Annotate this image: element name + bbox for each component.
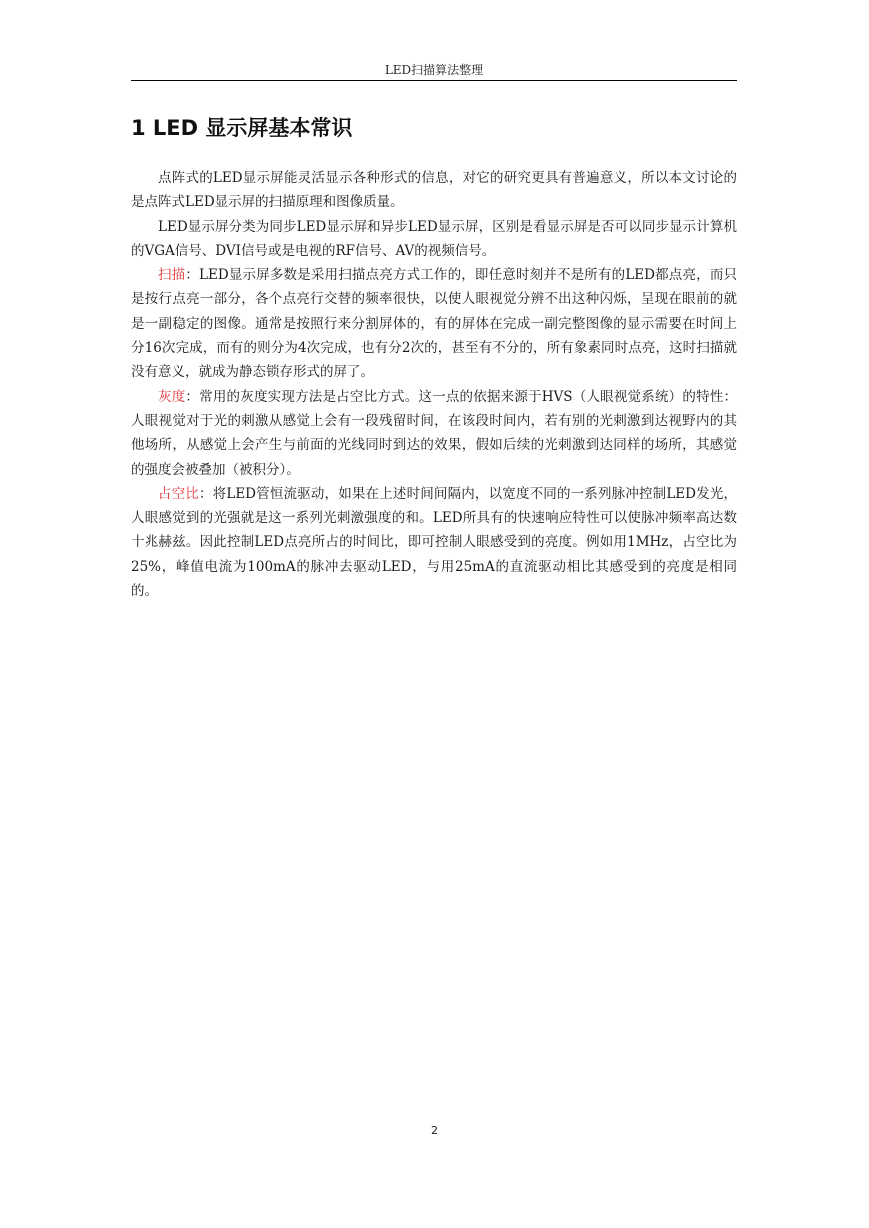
term-duty-cycle: 占空比 xyxy=(158,485,200,502)
running-header: LED扫描算法整理 xyxy=(384,63,484,77)
paragraph-duty-cycle-text: ：将LED管恒流驱动，如果在上述时间间隔内，以宽度不同的一系列脉冲控制LED发光，人眼感觉到的光强就是这一系列光刺激强度的和。LED所具有的快速响应特性可以使脉冲频率高达数十兆赫兹。因此控制LED点亮所占的时间比，即可控制人眼感受到的亮度。例如用1MHz，占空比为25%，峰值电流为100mA的脉冲去驱动LED，与用25mA的直流驱动相比其感受到的亮度是相同的。 xyxy=(131,485,737,600)
paragraph-grayscale-text: ：常用的灰度实现方法是占空比方式。这一点的依据来源于HVS（人眼视觉系统）的特性：人眼视觉对于光的刺激从感觉上会有一段残留时间，在该段时间内，若有别的光刺激到达视野内的其他场所，从感觉上会产生与前面的光线同时到达的效果，假如后续的光刺激到达同样的场所，其感觉的强度会被叠加（被积分）。 xyxy=(131,388,737,478)
paragraph-dot-matrix-intro: 点阵式的LED显示屏能灵活显示各种形式的信息，对它的研究更具有普遍意义，所以本文讨论的是点阵式LED显示屏的扫描原理和图像质量。 xyxy=(131,170,737,211)
term-scanning: 扫描 xyxy=(158,267,186,284)
body-text xyxy=(131,166,737,603)
paragraph-grayscale xyxy=(131,385,737,482)
paragraph-duty-cycle xyxy=(131,482,737,603)
paragraph-scanning-text: ：LED显示屏多数是采用扫描点亮方式工作的，即任意时刻并不是所有的LED都点亮，而只是按行点亮一部分，各个点亮行交替的频率很快，以使人眼视觉分辨不出这种闪烁，呈现在眼前的就是一副稳定的图像。通常是按照行来分割屏体的，有的屏体在完成一副完整图像的显示需要在时间上分16次完成，而有的则分为4次完成，也有分2次的，甚至有不分的，所有象素同时点亮，这时扫描就没有意义，就成为静态锁存形式的屏了。 xyxy=(131,267,737,381)
paragraph-scanning xyxy=(131,263,737,384)
paragraph-sync-async: LED显示屏分类为同步LED显示屏和异步LED显示屏，区别是看显示屏是否可以同步显示计算机的VGA信号、DVI信号或是电视的RF信号、AV的视频信号。 xyxy=(131,218,737,259)
section-heading: 1 LED 显示屏基本常识 xyxy=(131,116,353,140)
header-divider xyxy=(131,80,737,81)
page-number: 2 xyxy=(431,1124,438,1137)
term-grayscale: 灰度 xyxy=(158,388,186,405)
